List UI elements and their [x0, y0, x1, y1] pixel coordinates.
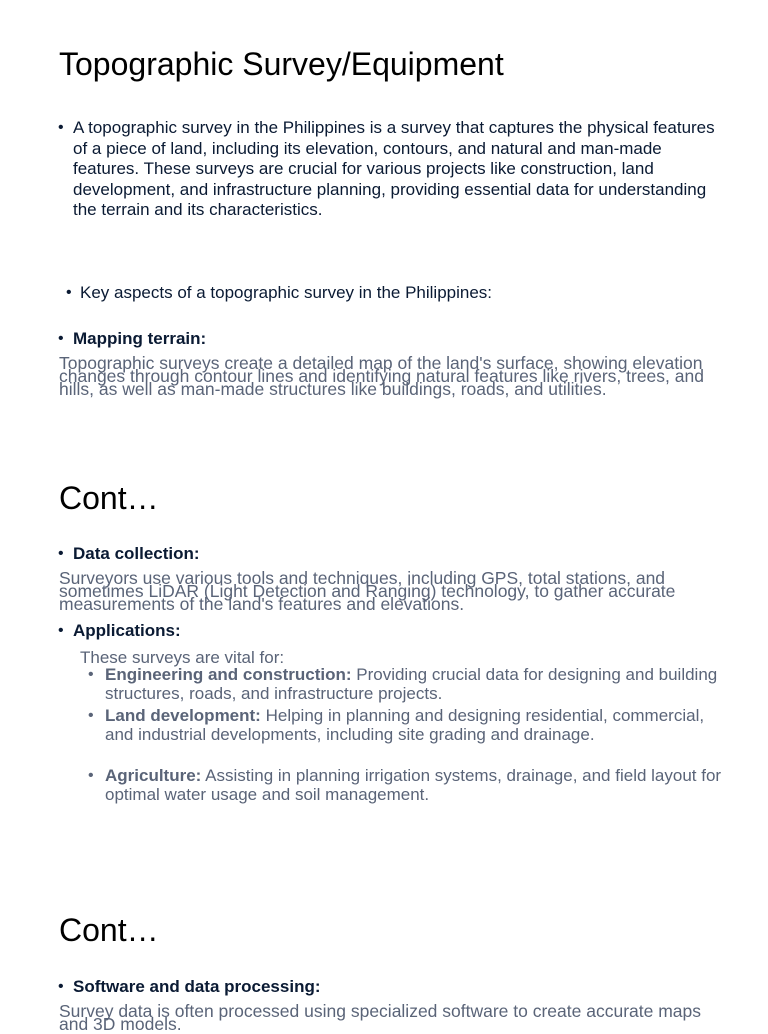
key-aspects-text: Key aspects of a topographic survey in the Philippines: — [80, 283, 493, 302]
applications-intro: These surveys are vital for: — [80, 648, 285, 667]
intro-paragraph: A topographic survey in the Philippines is a survey that captures the physical features of a piece of land, including its elevation, contours, and natural and man-made features. These surveys are crucial for various projects like construction, land development, and infrastructure planning, providing essential data for understanding the terrain and its characteristics. — [73, 118, 715, 220]
slide1-title: Topographic Survey/Equipment — [59, 46, 504, 82]
mapping-bullet: • — [58, 330, 64, 347]
software-heading: Software and data processing: — [73, 977, 321, 996]
mapping-heading: Mapping terrain: — [73, 329, 207, 348]
applications-heading: Applications: — [73, 621, 181, 640]
software-body: Survey data is often processed using specialized software to create accurate maps and 3D models. — [59, 1001, 702, 1034]
application-item-engineering — [105, 665, 725, 703]
application-item-text: Providing crucial data for designing and building structures, roads, and infrastructure projects. — [105, 665, 718, 703]
application-item-bullet: • — [88, 666, 94, 683]
application-item-label: Agriculture: — [105, 766, 202, 785]
applications-bullet: • — [58, 622, 64, 639]
application-item-land-development — [105, 706, 725, 744]
data-collection-heading: Data collection: — [73, 544, 200, 563]
mapping-body: Topographic surveys create a detailed map of the land's surface, showing elevation changes through contour lines and identifying natural features like rivers, trees, and hills, as well as man-made structures like buildings, roads, and utilities. — [59, 353, 704, 399]
application-item-bullet: • — [88, 707, 94, 724]
application-item-text: Helping in planning and designing residential, commercial, and industrial developments, including site grading and drainage. — [105, 706, 705, 744]
slide2-title: Cont… — [59, 480, 159, 516]
application-item-label: Land development: — [105, 706, 261, 725]
application-item-bullet: • — [88, 767, 94, 784]
application-item-text: Assisting in planning irrigation systems, drainage, and field layout for optimal water usage and soil management. — [105, 766, 722, 804]
key-aspects-bullet: • — [66, 284, 72, 301]
application-item-agriculture — [105, 766, 725, 804]
slide3-title: Cont… — [59, 912, 159, 948]
intro-bullet: • — [58, 119, 64, 136]
software-bullet: • — [58, 978, 64, 995]
data-collection-body: Surveyors use various tools and techniques, including GPS, total stations, and sometimes LiDAR (Light Detection and Ranging) technology, to gather accurate measurements of the land's features and elevations. — [59, 568, 676, 614]
application-item-label: Engineering and construction: — [105, 665, 352, 684]
data-collection-bullet: • — [58, 545, 64, 562]
